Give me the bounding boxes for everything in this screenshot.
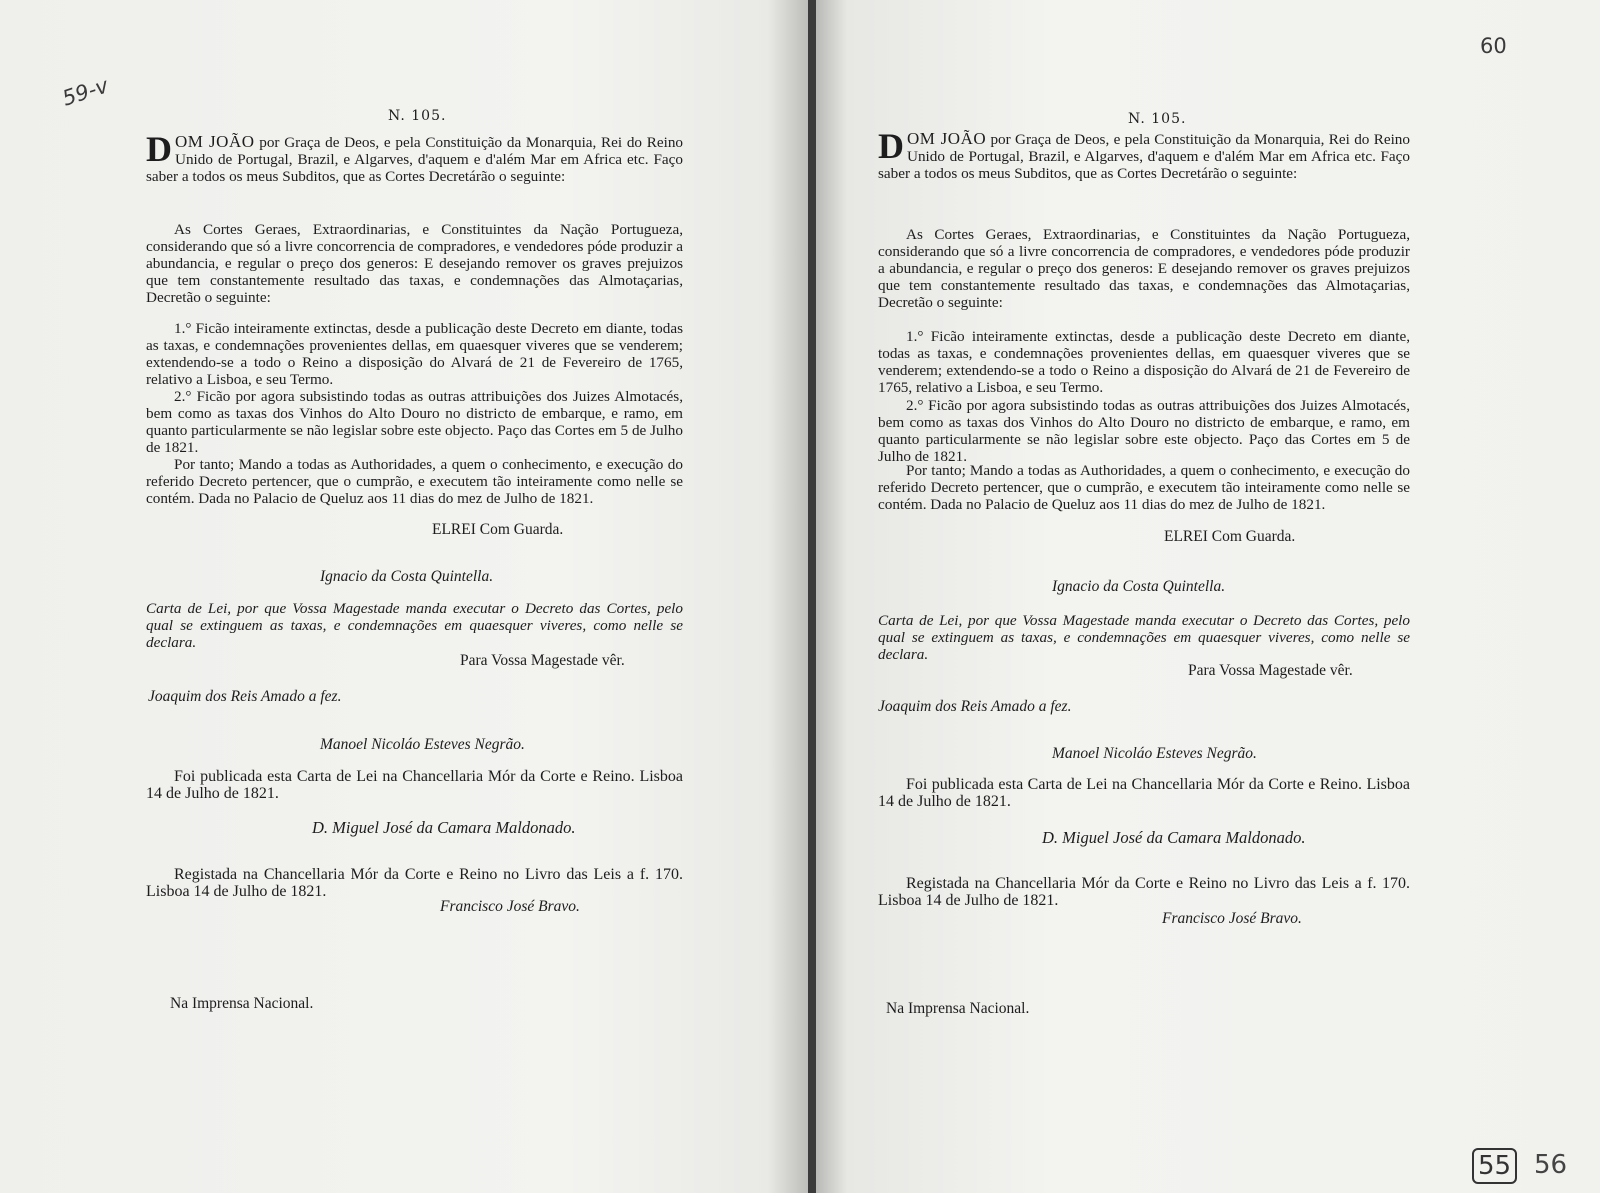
intro-paragraph — [878, 126, 1410, 182]
made-by-line: Joaquim dos Reis Amado a fez. — [148, 688, 342, 705]
preamble-paragraph: As Cortes Geraes, Extraordinarias, e Constituintes da Nação Portugueza, considerando que só a livre concorrencia de compradores, e vendedores póde produzir a abundancia, e regular o preço dos generos: E desejando remover os graves prejuizos que tem constantemente resultado das taxas, e condemnações das Almotaçarias, Decretão o seguinte: — [146, 221, 683, 306]
mandate-paragraph: Por tanto; Mando a todas as Authoridades, a quem o conhecimento, e execução do referido Decreto pertencer, que o cumprão, e executem tão inteiramente como nelle se contém. Dada no Palacio de Queluz aos 11 dias do mez de Julho de 1821. — [878, 462, 1410, 513]
corner-number: 56 — [1534, 1150, 1568, 1180]
intro-first-words: OM JOÃO — [907, 129, 987, 148]
article-2: 2.° Ficão por agora subsistindo todas as outras attribuições dos Juizes Almotacés, bem como as taxas dos Vinhos do Alto Douro no districto de embarque, e ramo, em quanto particularmente se não legislar sobre este objecto. Paço das Cortes em 5 de Julho de 1821. — [878, 397, 1410, 465]
intro-rest: por Graça de Deos, e pela Constituição da Monarquia, Rei do Reino Unido de Portugal, Brazil, e Algarves, d'aquem e d'além Mar em Africa etc. Faço saber a todos os meus Subditos, que as Cortes Decretárão o seguinte: — [146, 134, 684, 185]
drop-cap: D — [146, 129, 172, 169]
right-page — [816, 0, 1600, 1193]
for-king-line: Para Vossa Magestade vêr. — [460, 652, 625, 669]
intro-rest: por Graça de Deos, e pela Constituição da Monarquia, Rei do Reino Unido de Portugal, Brazil, e Algarves, d'aquem e d'além Mar em Africa etc. Faço saber a todos os meus Subditos, que as Cortes Decretárão o seguinte: — [878, 131, 1410, 182]
page-number: N. 105. — [1128, 111, 1187, 127]
king-signature: ELREI Com Guarda. — [1164, 528, 1296, 545]
for-king-line: Para Vossa Magestade vêr. — [1188, 662, 1353, 679]
article-1: 1.° Ficão inteiramente extinctas, desde a publicação deste Decreto em diante, todas as taxas, e condemnações provenientes dellas, em quaesquer viveres que se venderem; extendendo-se a todo o Reino a disposição do Alvará de 21 de Fevereiro de 1765, relativo a Lisboa, e seu Termo. — [146, 320, 683, 388]
carta-description: Carta de Lei, por que Vossa Magestade manda executar o Decreto das Cortes, pelo qual se extinguem as taxas, e condemnações em quaesquer viveres, como nelle se declara. — [878, 612, 1410, 663]
signatory-maldonado: D. Miguel José da Camara Maldonado. — [312, 818, 576, 837]
intro-paragraph — [146, 129, 684, 185]
signatory-quintella: Ignacio da Costa Quintella. — [320, 568, 494, 585]
press-imprint: Na Imprensa Nacional. — [170, 995, 314, 1012]
signatory-negrao: Manoel Nicoláo Esteves Negrão. — [1052, 745, 1257, 762]
registration-note: Registada na Chancellaria Mór da Corte e Reino no Livro das Leis a f. 170. Lisboa 14 de Julho de 1821. — [146, 866, 683, 900]
archive-stamp: 55 — [1472, 1148, 1517, 1184]
mandate-paragraph: Por tanto; Mando a todas as Authoridades, a quem o conhecimento, e execução do referido Decreto pertencer, que o cumprão, e executem tão inteiramente como nelle se contém. Dada no Palacio de Queluz aos 11 dias do mez de Julho de 1821. — [146, 456, 683, 507]
page-number: N. 105. — [388, 108, 447, 124]
signatory-negrao: Manoel Nicoláo Esteves Negrão. — [320, 736, 525, 753]
article-2: 2.° Ficão por agora subsistindo todas as outras attribuições dos Juizes Almotacés, bem como as taxas dos Vinhos do Alto Douro no districto de embarque, e ramo, em quanto particularmente se não legislar sobre este objecto. Paço das Cortes em 5 de Julho de 1821. — [146, 388, 683, 456]
drop-cap: D — [878, 126, 904, 166]
registration-note: Registada na Chancellaria Mór da Corte e Reino no Livro das Leis a f. 170. Lisboa 14 de Julho de 1821. — [878, 875, 1410, 909]
publication-note: Foi publicada esta Carta de Lei na Chancellaria Mór da Corte e Reino. Lisboa 14 de Julho de 1821. — [878, 776, 1410, 810]
king-signature: ELREI Com Guarda. — [432, 521, 564, 538]
signatory-maldonado: D. Miguel José da Camara Maldonado. — [1042, 828, 1306, 847]
publication-note: Foi publicada esta Carta de Lei na Chancellaria Mór da Corte e Reino. Lisboa 14 de Julho de 1821. — [146, 768, 683, 802]
preamble-paragraph: As Cortes Geraes, Extraordinarias, e Constituintes da Nação Portugueza, considerando que só a livre concorrencia de compradores, e vendedores póde produzir a abundancia, e regular o preço dos generos: E desejando remover os graves prejuizos que tem constantemente resultado das taxas, e condemnações das Almotaçarias, Decretão o seguinte: — [878, 226, 1410, 311]
binding-gutter — [808, 0, 816, 1193]
intro-first-words: OM JOÃO — [175, 132, 255, 151]
signatory-bravo: Francisco José Bravo. — [440, 898, 580, 915]
made-by-line: Joaquim dos Reis Amado a fez. — [878, 698, 1072, 715]
carta-description: Carta de Lei, por que Vossa Magestade manda executar o Decreto das Cortes, pelo qual se extinguem as taxas, e condemnações em quaesquer viveres, como nelle se declara. — [146, 600, 683, 651]
folio-annotation-right: 60 — [1480, 34, 1507, 58]
folio-annotation-left: 59-v — [59, 73, 112, 111]
article-1: 1.° Ficão inteiramente extinctas, desde a publicação deste Decreto em diante, todas as taxas, e condemnações provenientes dellas, em quaesquer viveres que se venderem; extendendo-se a todo o Reino a disposição do Alvará de 21 de Fevereiro de 1765, relativo a Lisboa, e seu Termo. — [878, 328, 1410, 396]
signatory-quintella: Ignacio da Costa Quintella. — [1052, 578, 1226, 595]
press-imprint: Na Imprensa Nacional. — [886, 1000, 1030, 1017]
signatory-bravo: Francisco José Bravo. — [1162, 910, 1302, 927]
